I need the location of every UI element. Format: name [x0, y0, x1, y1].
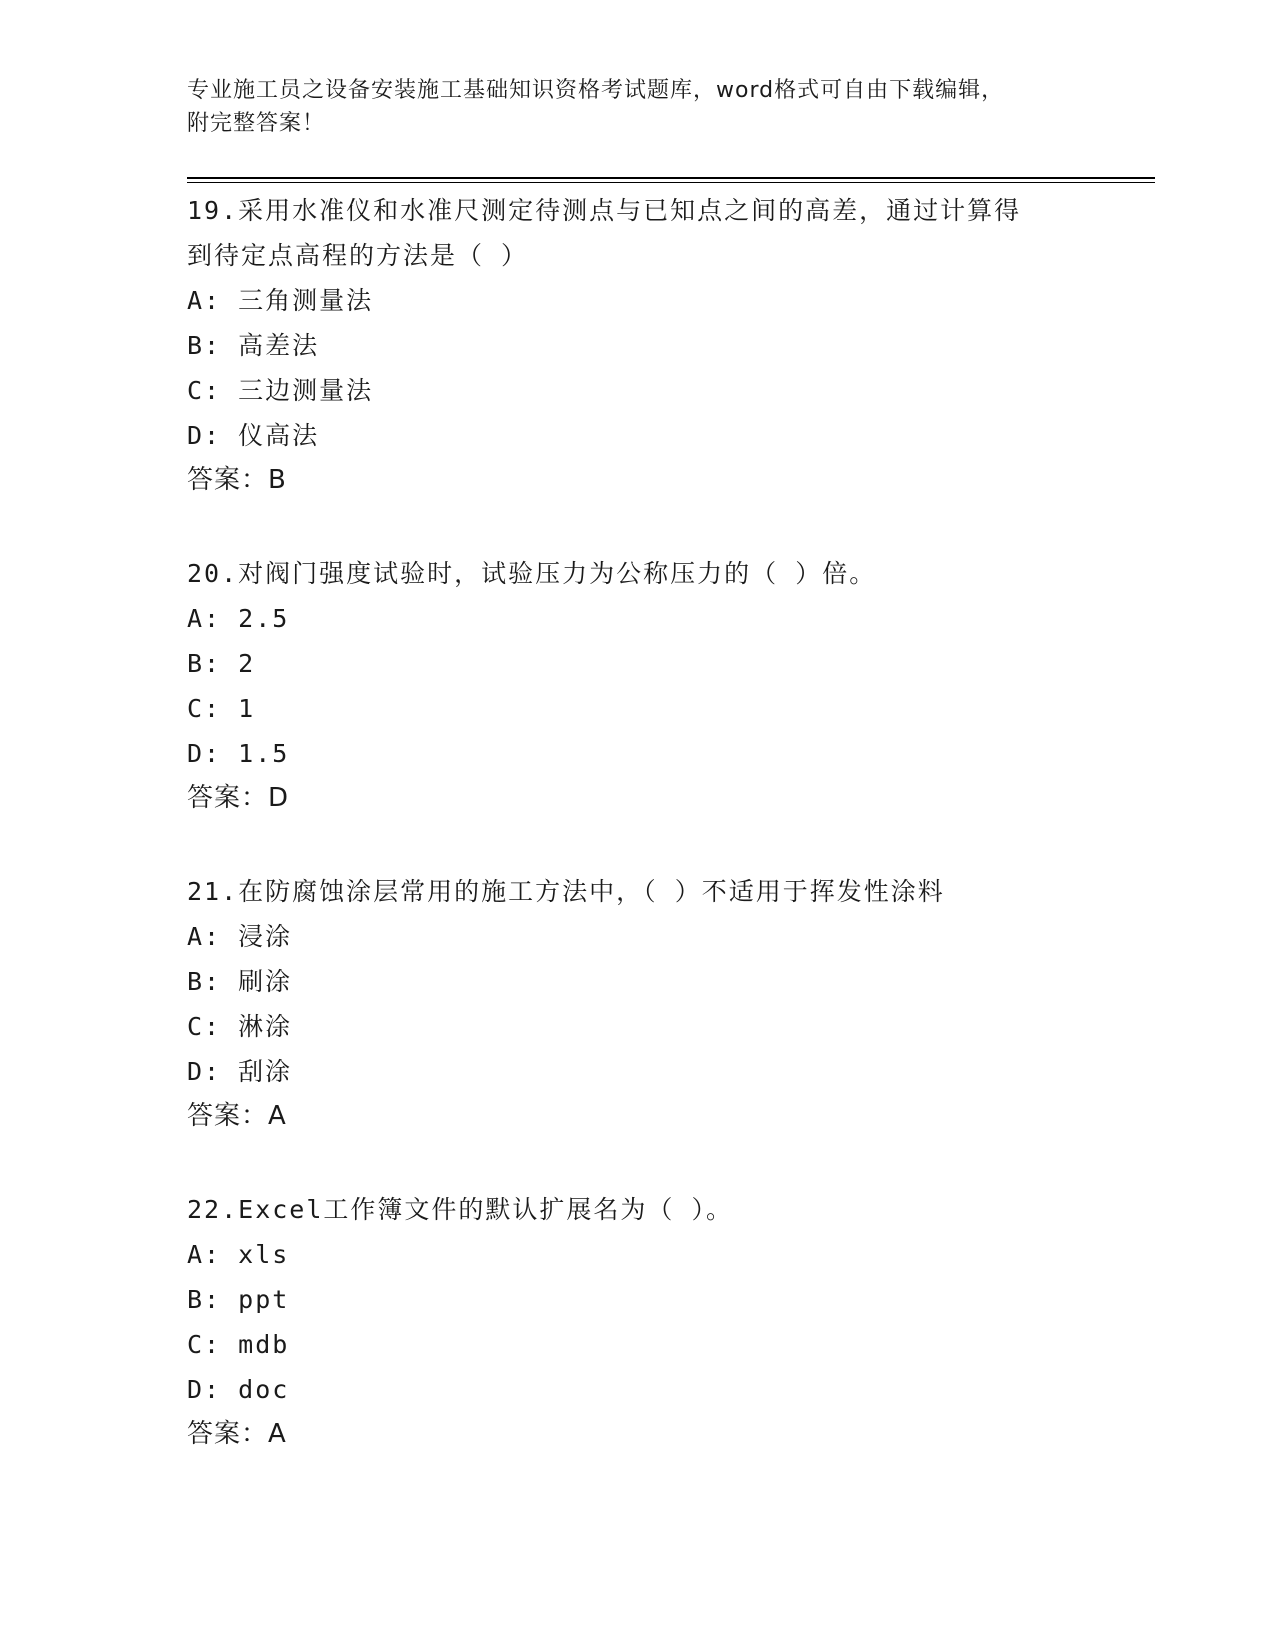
answer: 答案：A — [187, 1101, 287, 1131]
option-c: C: 1 — [187, 694, 256, 723]
option-b: B: 2 — [187, 649, 256, 678]
option-a: A: xls — [187, 1240, 290, 1269]
question-stem — [187, 188, 1087, 278]
option-d: D: doc — [187, 1375, 290, 1404]
document-header — [187, 74, 1067, 140]
answer: 答案：B — [187, 465, 287, 495]
option-b: B: 刷涂 — [187, 967, 293, 996]
question-stem-line-2: 到待定点高程的方法是（ ） — [187, 241, 529, 270]
option-a: A: 浸涂 — [187, 922, 293, 951]
option-d: D: 仪高法 — [187, 421, 320, 450]
question-21 — [187, 869, 1087, 1139]
question-19 — [187, 188, 1087, 503]
header-line-2: 附完整答案！ — [187, 111, 326, 136]
answer: 答案：D — [187, 783, 290, 813]
option-c: C: mdb — [187, 1330, 290, 1359]
option-b: B: 高差法 — [187, 331, 320, 360]
option-b: B: ppt — [187, 1285, 290, 1314]
option-c: C: 三边测量法 — [187, 376, 374, 405]
question-list — [187, 188, 1087, 1505]
option-d: D: 1.5 — [187, 739, 290, 768]
header-line-1: 专业施工员之设备安装施工基础知识资格考试题库，word格式可自由下载编辑， — [187, 78, 1005, 103]
option-a: A: 2.5 — [187, 604, 290, 633]
header-divider-thick — [187, 177, 1155, 179]
question-20 — [187, 551, 1087, 821]
answer: 答案：A — [187, 1419, 287, 1449]
option-c: C: 淋涂 — [187, 1012, 293, 1041]
question-stem-line-1: 19.采用水准仪和水准尺测定待测点与已知点之间的高差，通过计算得 — [187, 196, 1022, 225]
question-22 — [187, 1187, 1087, 1457]
question-stem: 22.Excel工作簿文件的默认扩展名为（ ）。 — [187, 1195, 733, 1224]
header-divider-thin — [187, 182, 1155, 183]
question-stem: 21.在防腐蚀涂层常用的施工方法中，（ ）不适用于挥发性涂料 — [187, 877, 945, 906]
option-d: D: 刮涂 — [187, 1057, 293, 1086]
option-a: A: 三角测量法 — [187, 286, 374, 315]
question-stem: 20.对阀门强度试验时，试验压力为公称压力的（ ）倍。 — [187, 559, 877, 588]
